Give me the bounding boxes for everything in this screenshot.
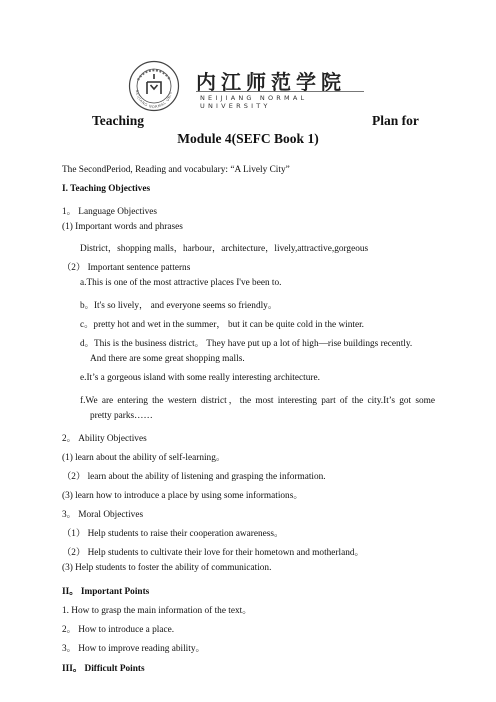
vocabulary-list: District，shopping malls，harbour，architecture，lively,attractive,gorgeous: [80, 244, 369, 254]
sentence-pattern: a.This is one of the most attractive places I've been to.: [80, 278, 282, 288]
section-heading: II。 Important Points: [62, 587, 150, 597]
university-name-cn: 内江师范学院: [196, 70, 346, 94]
section-heading: III。 Difficult Points: [62, 664, 145, 674]
sentence-pattern-continued: And there are some great shopping malls.: [90, 354, 245, 364]
list-item: (1) learn about the ability of self-learning。: [62, 453, 226, 463]
title-part2: Plan for: [372, 113, 419, 128]
subsection-heading: 1。 Language Objectives: [62, 207, 158, 217]
sentence-pattern: b。It's so lively， and everyone seems so friendly。: [80, 301, 278, 311]
sentence-pattern: c。pretty hot and wet in the summer， but it can be quite cold in the winter.: [80, 320, 365, 330]
subsection-heading: 3。 Moral Objectives: [62, 510, 144, 520]
list-item: 1. How to grasp the main information of the text。: [62, 606, 252, 616]
title-part1: Teaching: [92, 113, 145, 128]
logo-divider: [196, 91, 364, 92]
list-item: (3) Help students to foster the ability of communication.: [62, 563, 272, 573]
university-seal-icon: [128, 60, 180, 112]
list-item: （2） learn about the ability of listening and grasping the information.: [62, 472, 326, 482]
list-item: (3) learn how to introduce a place by using some informations。: [62, 491, 303, 501]
title-line2: Module 4(SEFC Book 1): [177, 131, 319, 146]
sentence-pattern: d。This is the business district。 They have put up a lot of high—rise buildings recently.: [80, 339, 413, 349]
section-heading: I. Teaching Objectives: [62, 184, 151, 194]
university-name-en: NEIJIANG NORMAL UNIVERSITY: [200, 94, 308, 110]
sentence-pattern: e.It’s a gorgeous island with some really interesting architecture.: [80, 373, 320, 383]
list-item: （1） Help students to raise their cooperation awareness。: [62, 529, 284, 539]
university-logo: [128, 60, 364, 112]
list-item: （2） Help students to cultivate their love for their hometown and motherland。: [62, 548, 364, 558]
subsection-heading: 2。 Ability Objectives: [62, 434, 147, 444]
sentence-pattern-continued: pretty parks……: [90, 411, 153, 421]
list-item: 3。 How to improve reading ability。: [62, 644, 205, 654]
sentence-pattern: f.We are entering the western district，the most interesting part of the city.It’s got some: [80, 396, 435, 406]
list-item: 2。 How to introduce a place.: [62, 625, 175, 635]
item-heading: （2） Important sentence patterns: [62, 263, 191, 273]
item-heading: (1) Important words and phrases: [62, 222, 183, 232]
period-subtitle: The SecondPeriod, Reading and vocabulary: “A Lively City”: [62, 165, 290, 175]
seal-text: NEIJIANG NORMAL UNIV: [134, 89, 174, 110]
